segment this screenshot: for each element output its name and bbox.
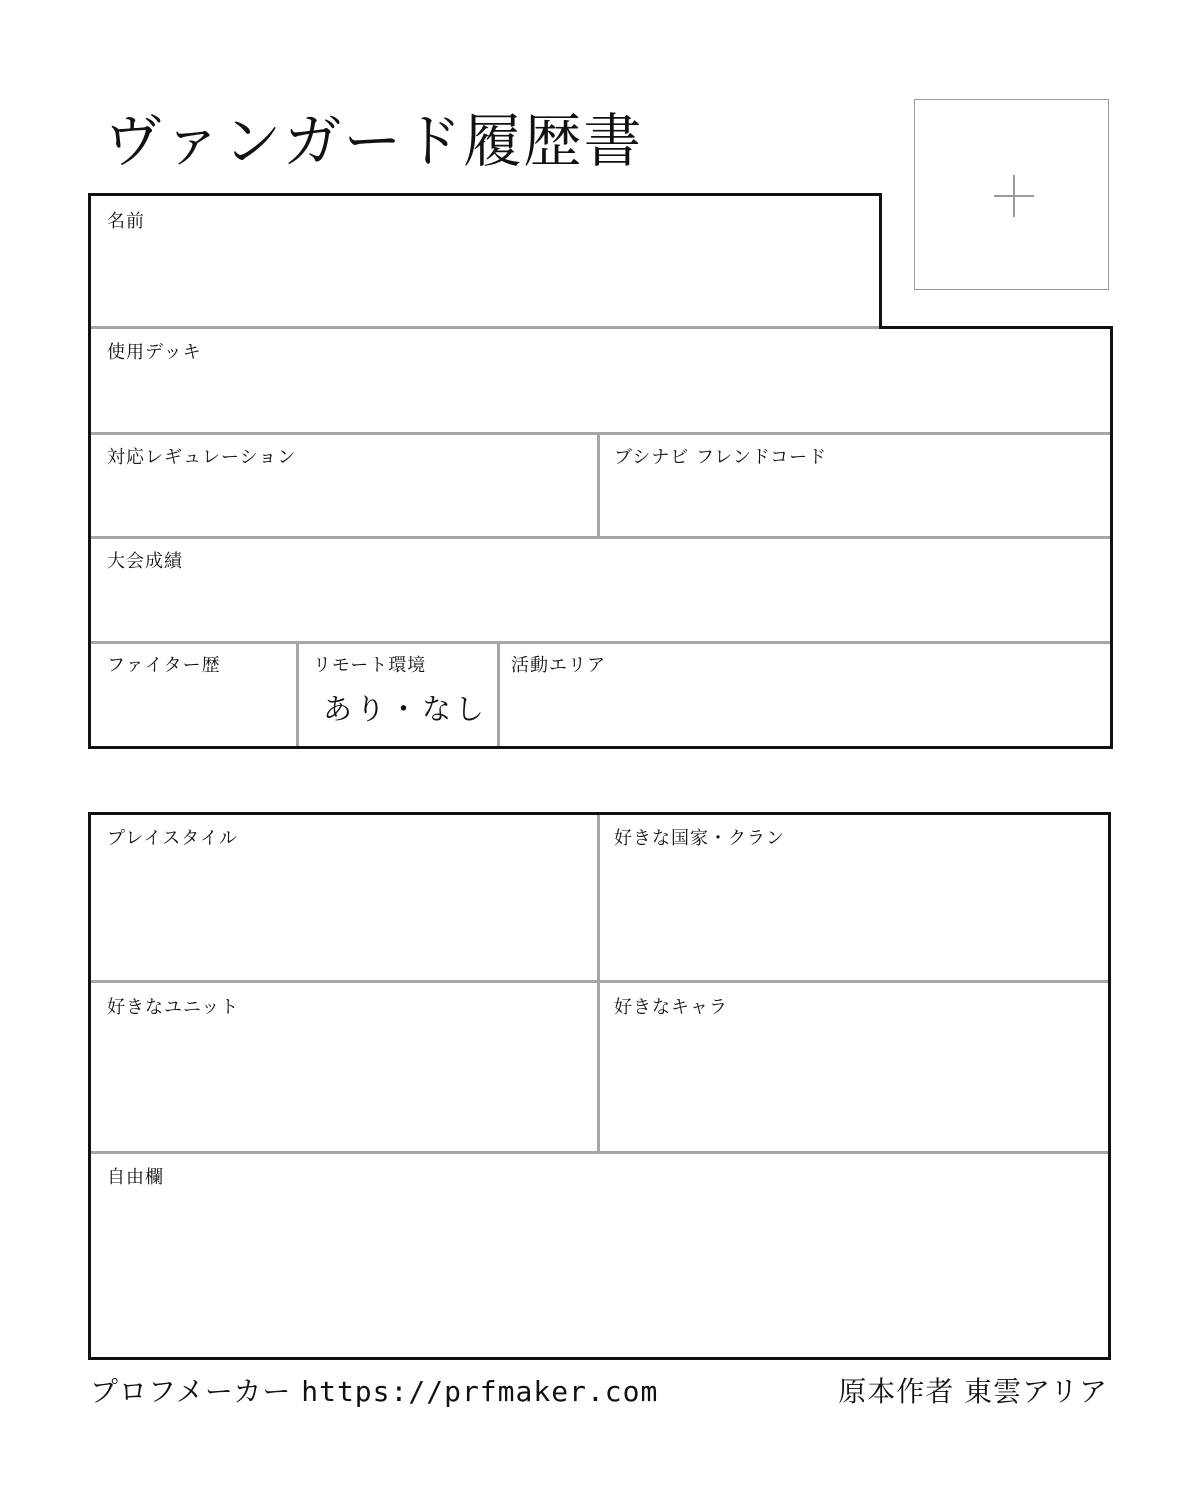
maker-url[interactable]: https://prfmaker.com <box>301 1375 659 1408</box>
name-label: 名前 <box>107 211 145 232</box>
maker-label: プロフメーカー <box>90 1375 292 1408</box>
unit-label: 好きなユニット <box>107 997 240 1018</box>
name-field[interactable] <box>91 196 879 326</box>
friend-code-label: ブシナビ フレンドコード <box>614 447 828 468</box>
results-label: 大会成績 <box>107 551 183 572</box>
character-label: 好きなキャラ <box>614 997 728 1018</box>
remote-options[interactable]: あり・なし <box>323 692 489 726</box>
deck-field[interactable] <box>91 329 1110 432</box>
results-field[interactable] <box>91 539 1110 641</box>
page-title: ヴァンガード履歴書 <box>104 107 644 175</box>
photo-upload[interactable] <box>914 99 1109 290</box>
playstyle-label: プレイスタイル <box>107 828 238 849</box>
nation-clan-label: 好きな国家・クラン <box>614 828 785 849</box>
free-field[interactable] <box>91 1154 1108 1357</box>
footer-maker <box>90 1375 659 1408</box>
fighter-history-label: ファイター歴 <box>107 655 221 676</box>
free-label: 自由欄 <box>107 1167 164 1188</box>
footer-author: 原本作者 東雲アリア <box>838 1375 1108 1408</box>
remote-label: リモート環境 <box>313 655 427 676</box>
regulation-label: 対応レギュレーション <box>107 447 297 468</box>
area-label: 活動エリア <box>511 655 606 676</box>
deck-label: 使用デッキ <box>107 342 202 363</box>
